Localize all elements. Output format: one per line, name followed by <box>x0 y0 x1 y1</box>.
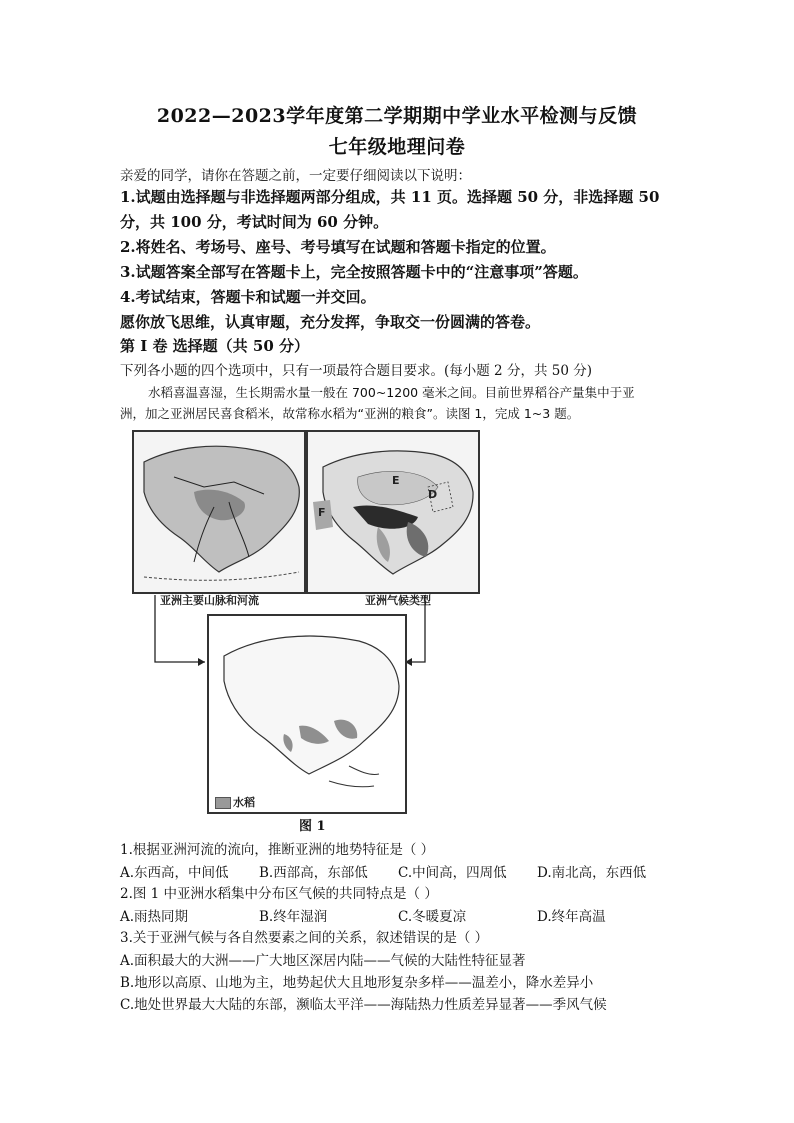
map-asia-outline-3 <box>209 616 405 812</box>
section-title: 第 I 卷 选择题（共 50 分） <box>120 337 310 355</box>
map2-label: 亚洲气候类型 <box>365 594 431 607</box>
map-asia-climate-types <box>306 430 480 594</box>
map1-label: 亚洲主要山脉和河流 <box>160 594 259 607</box>
question-2-stem: 2.图 1 中亚洲水稻集中分布区气候的共同特点是（ ） <box>120 886 438 902</box>
section-direction: 下列各小题的四个选项中，只有一项最符合题目要求。(每小题 2 分，共 50 分) <box>120 363 592 379</box>
q1-option-c[interactable]: C.中间高，四周低 <box>398 865 507 881</box>
rice-legend-swatch <box>215 797 231 809</box>
wish-text: 愿你放飞思维，认真审题，充分发挥，争取交一份圆满的答卷。 <box>120 313 541 331</box>
map-asia-rice-distribution <box>207 614 407 814</box>
q1-option-b[interactable]: B.西部高，东部低 <box>259 865 368 881</box>
climate-letter-d: D <box>428 488 438 501</box>
question-3-stem: 3.关于亚洲气候与各自然要素之间的关系，叙述错误的是（ ） <box>120 930 489 946</box>
q2-option-a[interactable]: A.雨热同期 <box>120 909 189 925</box>
exam-title: 2022—2023学年度第二学期期中学业水平检测与反馈 <box>156 105 638 127</box>
map3-legend-label: 水稻 <box>233 796 255 809</box>
q2-option-b[interactable]: B.终年湿润 <box>259 909 328 925</box>
map-asia-mountains-rivers <box>132 430 306 594</box>
map3-legend <box>215 794 255 810</box>
rule-4: 4.考试结束，答题卡和试题一并交回。 <box>120 288 376 306</box>
q3-option-a[interactable]: A.面积最大的大洲——广大地区深居内陆——气候的大陆性特征显著 <box>120 953 526 969</box>
passage-line-1: 水稻喜温喜湿，生长期需水量一般在 700~1200 毫米之间。目前世界稻谷产量集中于亚 <box>148 385 635 400</box>
rule-1a: 1.试题由选择题与非选择题两部分组成，共 11 页。选择题 50 分，非选择题 50 <box>120 188 660 206</box>
q3-option-b[interactable]: B.地形以高原、山地为主，地势起伏大且地形复杂多样——温差小，降水差异小 <box>120 975 594 991</box>
passage-line-2: 洲，加之亚洲居民喜食稻米，故常称水稻为“亚洲的粮食”。读图 1，完成 1~3 题。 <box>120 406 580 421</box>
q3-option-c[interactable]: C.地处世界最大大陆的东部，濒临太平洋——海陆热力性质差异显著——季风气候 <box>120 997 607 1013</box>
climate-letter-e: E <box>392 474 400 487</box>
map-asia-outline-1 <box>134 432 304 592</box>
rule-2: 2.将姓名、考场号、座号、考号填写在试题和答题卡指定的位置。 <box>120 238 556 256</box>
question-1-stem: 1.根据亚洲河流的流向，推断亚洲的地势特征是（ ） <box>120 842 435 858</box>
figure-caption: 图 1 <box>299 819 326 834</box>
instructions-greeting: 亲爱的同学，请你在答题之前，一定要仔细阅读以下说明： <box>120 168 471 184</box>
map-asia-outline-2 <box>308 432 478 592</box>
exam-subtitle: 七年级地理问卷 <box>328 136 466 158</box>
q1-option-d[interactable]: D.南北高，东西低 <box>537 865 647 881</box>
q2-option-d[interactable]: D.终年高温 <box>537 909 606 925</box>
rule-3: 3.试题答案全部写在答题卡上，完全按照答题卡中的“注意事项”答题。 <box>120 263 588 281</box>
rule-1b: 分，共 100 分，考试时间为 60 分钟。 <box>120 213 389 231</box>
q1-option-a[interactable]: A.东西高，中间低 <box>120 865 229 881</box>
climate-letter-f: F <box>318 506 326 519</box>
q2-option-c[interactable]: C.冬暖夏凉 <box>398 909 467 925</box>
